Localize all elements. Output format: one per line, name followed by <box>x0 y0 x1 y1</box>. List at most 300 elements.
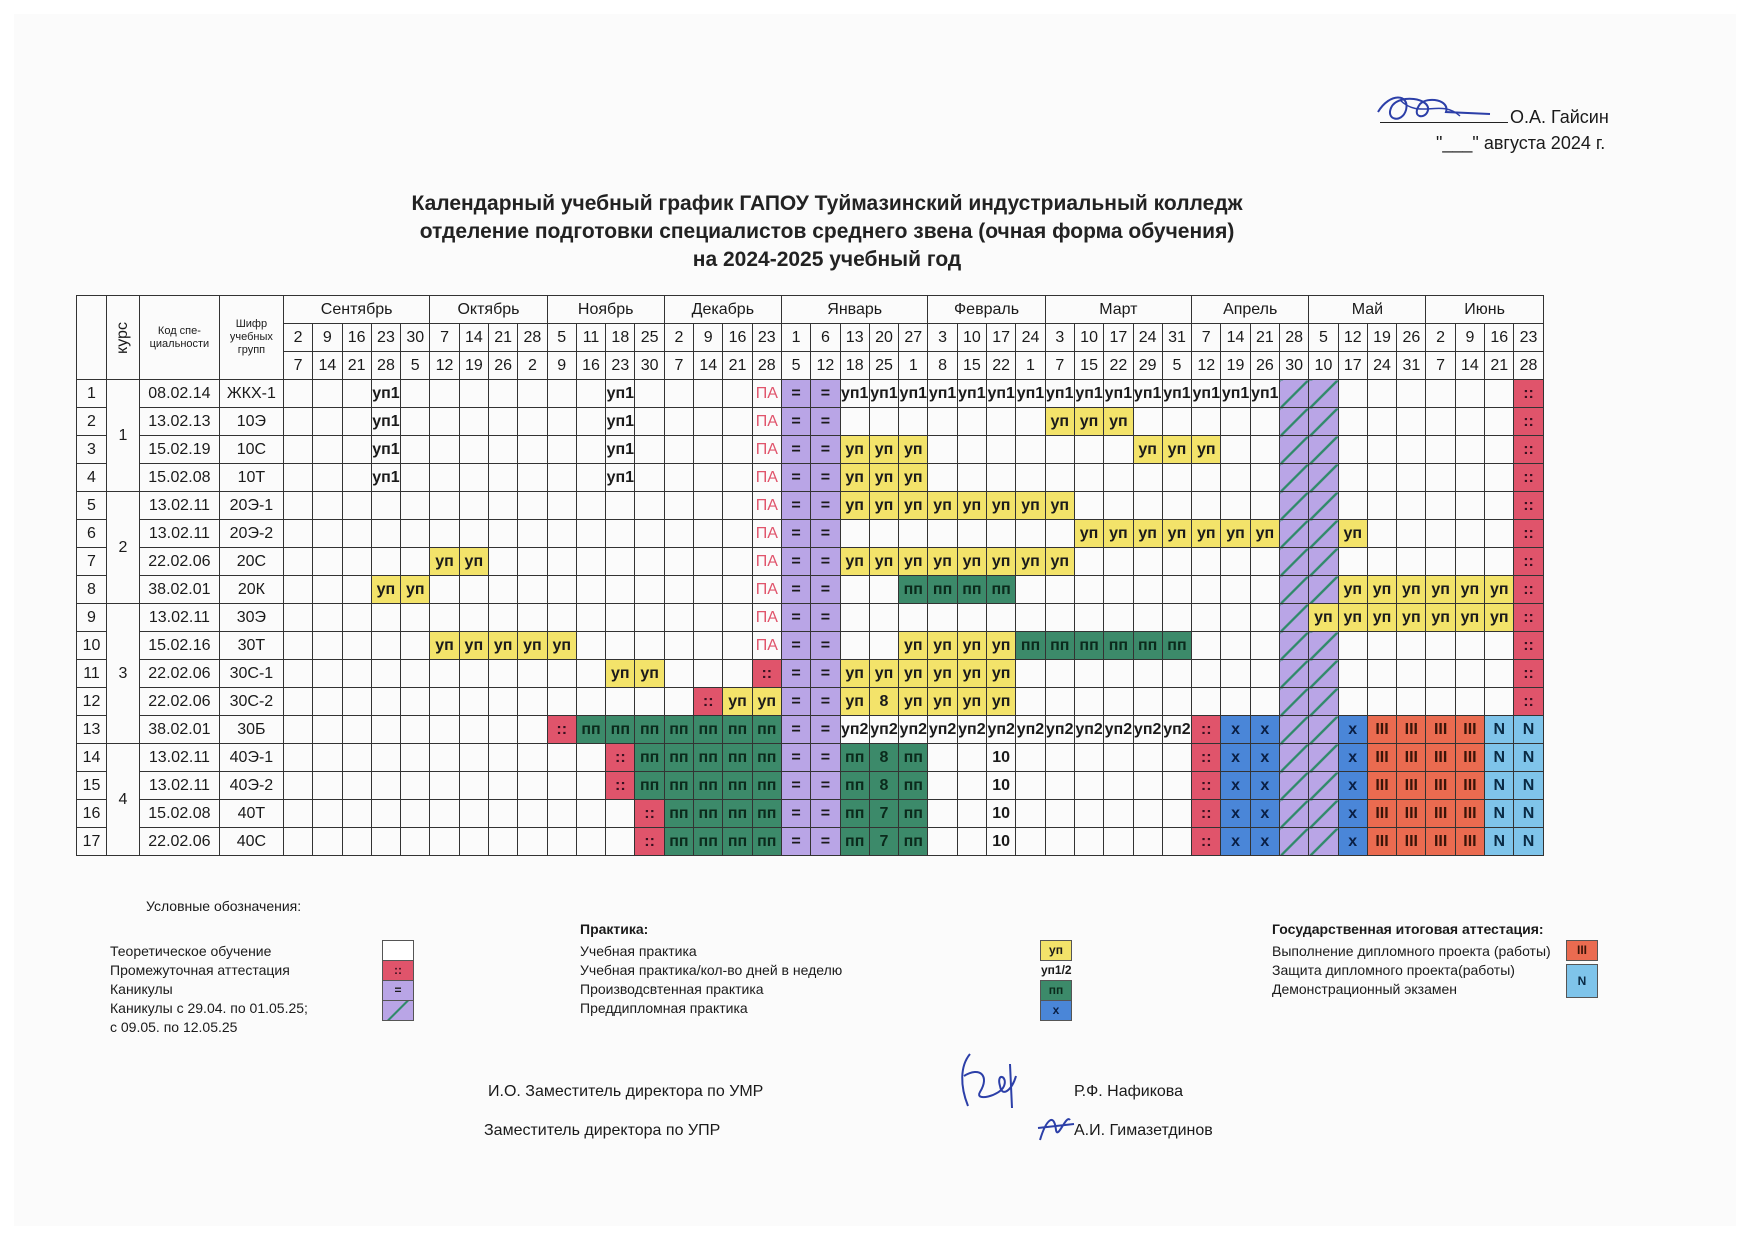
cell-theory <box>1162 464 1191 492</box>
cell-theory <box>371 632 400 660</box>
cell-theory <box>635 520 664 548</box>
approver-name: О.А. Гайсин <box>1510 107 1609 127</box>
week-end-cell: 7 <box>1045 352 1074 380</box>
cell-theory <box>371 660 400 688</box>
cell-interim-attestation: :: <box>1192 772 1221 800</box>
cell-theory <box>987 408 1016 436</box>
cell-theory <box>928 772 957 800</box>
cell-theory <box>430 660 459 688</box>
cell-theory <box>313 688 342 716</box>
cell-theory <box>283 408 312 436</box>
cell-theory <box>1221 436 1250 464</box>
cell-holiday: = <box>811 436 840 464</box>
cell-theory <box>488 800 517 828</box>
cell-theory <box>1045 800 1074 828</box>
cell-prod-practice: пп <box>1016 632 1045 660</box>
week-start-cell: 9 <box>694 324 723 352</box>
cell-theory <box>1133 604 1162 632</box>
cell-theory <box>1221 688 1250 716</box>
cell-theory <box>283 744 312 772</box>
cell-theory <box>1192 492 1221 520</box>
week-start-cell: 25 <box>635 324 664 352</box>
cell-day-count: 10 <box>987 828 1016 856</box>
specialty-code: 15.02.08 <box>139 464 219 492</box>
cell-edu-practice: уп <box>1192 520 1221 548</box>
cell-theory <box>459 520 488 548</box>
week-end-cell: 30 <box>1280 352 1309 380</box>
week-start-cell: 6 <box>811 324 840 352</box>
cell-theory <box>928 800 957 828</box>
cell-theory <box>488 408 517 436</box>
cell-edu-practice-days: уп2 <box>840 716 869 744</box>
specialty-code: 13.02.13 <box>139 408 219 436</box>
cell-edu-practice-days: уп1 <box>1221 380 1250 408</box>
cell-theory <box>1455 492 1484 520</box>
cell-theory <box>1192 576 1221 604</box>
row-number: 9 <box>77 604 107 632</box>
cell-holiday: = <box>811 520 840 548</box>
cell-holiday: = <box>811 744 840 772</box>
cell-theory <box>664 632 693 660</box>
cell-theory <box>401 380 430 408</box>
cell-diploma-defense: N <box>1485 772 1514 800</box>
cell-holiday-extra <box>1280 632 1309 660</box>
cell-theory <box>928 408 957 436</box>
cell-theory <box>1045 520 1074 548</box>
cell-theory <box>518 464 547 492</box>
cell-theory <box>1133 828 1162 856</box>
cell-theory <box>1221 576 1250 604</box>
week-end-cell: 17 <box>1338 352 1367 380</box>
cell-theory <box>606 828 635 856</box>
cell-edu-practice: уп <box>840 492 869 520</box>
cell-holiday-extra <box>1309 436 1338 464</box>
cell-interim-attestation: :: <box>635 800 664 828</box>
cell-theory <box>459 688 488 716</box>
cell-edu-practice-days: уп1 <box>840 380 869 408</box>
cell-theory <box>1221 604 1250 632</box>
cell-edu-practice: уп <box>1309 604 1338 632</box>
cell-theory <box>664 380 693 408</box>
cell-prod-practice: 7 <box>869 800 898 828</box>
cell-theory <box>694 632 723 660</box>
cell-prod-practice: пп <box>723 800 752 828</box>
cell-theory <box>1367 548 1396 576</box>
cell-theory <box>1104 548 1133 576</box>
cell-edu-practice: уп <box>1045 548 1074 576</box>
cell-prediploma: x <box>1250 828 1279 856</box>
cell-theory <box>1367 632 1396 660</box>
legend-diploma-defense-label: Защита дипломного проекта(работы) <box>1272 962 1515 978</box>
cell-theory <box>547 744 576 772</box>
week-end-cell: 12 <box>430 352 459 380</box>
cell-holiday-extra <box>1309 492 1338 520</box>
cell-edu-practice-days: уп2 <box>1133 716 1162 744</box>
week-start-cell: 13 <box>840 324 869 352</box>
cell-holiday: = <box>811 576 840 604</box>
cell-interim-attestation: :: <box>1514 380 1543 408</box>
cell-theory <box>1426 660 1455 688</box>
cell-theory <box>342 380 371 408</box>
cell-theory <box>1338 548 1367 576</box>
cell-theory <box>635 436 664 464</box>
cell-interim-pa: ПА <box>752 464 781 492</box>
cell-prod-practice: пп <box>664 800 693 828</box>
cell-holiday-extra <box>1309 408 1338 436</box>
week-start-cell: 2 <box>1426 324 1455 352</box>
legend-edu-practice-label: Учебная практика <box>580 943 697 959</box>
cell-theory <box>1426 548 1455 576</box>
cell-holiday: = <box>811 772 840 800</box>
cell-theory <box>1485 688 1514 716</box>
cell-diploma-defense: N <box>1514 716 1543 744</box>
header-row-number <box>77 296 107 380</box>
cell-prediploma: x <box>1338 716 1367 744</box>
cell-prediploma: x <box>1338 828 1367 856</box>
cell-theory <box>1250 492 1279 520</box>
cell-theory <box>664 660 693 688</box>
specialty-code: 08.02.14 <box>139 380 219 408</box>
cell-edu-practice: уп <box>840 660 869 688</box>
cell-theory <box>1016 604 1045 632</box>
cell-diploma-defense: N <box>1514 744 1543 772</box>
cell-theory <box>1016 408 1045 436</box>
cell-prod-practice: пп <box>840 744 869 772</box>
group-code: 30Э <box>219 604 283 632</box>
cell-interim-pa: ПА <box>752 380 781 408</box>
cell-edu-practice: уп <box>1133 436 1162 464</box>
cell-edu-practice-days: уп1 <box>371 408 400 436</box>
week-start-cell: 2 <box>283 324 312 352</box>
cell-theory <box>488 744 517 772</box>
cell-theory <box>1016 772 1045 800</box>
cell-theory <box>1397 520 1426 548</box>
table-row <box>77 520 1544 548</box>
cell-theory <box>1162 576 1191 604</box>
week-end-cell: 22 <box>987 352 1016 380</box>
week-end-cell: 7 <box>664 352 693 380</box>
week-end-cell: 9 <box>547 352 576 380</box>
cell-theory <box>547 380 576 408</box>
cell-edu-practice: уп <box>1426 576 1455 604</box>
cell-theory <box>1192 632 1221 660</box>
legend-n-swatch: N <box>1566 964 1598 998</box>
cell-theory <box>401 520 430 548</box>
cell-theory <box>1192 604 1221 632</box>
week-end-cell: 7 <box>1426 352 1455 380</box>
cell-prediploma: x <box>1338 744 1367 772</box>
cell-theory <box>459 576 488 604</box>
cell-theory <box>694 604 723 632</box>
specialty-code: 13.02.11 <box>139 492 219 520</box>
cell-prod-practice: 7 <box>869 828 898 856</box>
cell-prod-practice: пп <box>664 744 693 772</box>
cell-edu-practice-days: уп2 <box>1045 716 1074 744</box>
cell-theory <box>899 520 928 548</box>
cell-prod-practice: пп <box>899 772 928 800</box>
cell-theory <box>1162 408 1191 436</box>
cell-theory <box>547 660 576 688</box>
week-end-cell: 14 <box>694 352 723 380</box>
legend-interim-label: Промежуточная аттестация <box>110 962 290 978</box>
cell-theory <box>342 744 371 772</box>
cell-edu-practice-days: уп1 <box>371 436 400 464</box>
cell-theory <box>1485 408 1514 436</box>
cell-diploma-work: III <box>1426 744 1455 772</box>
cell-edu-practice: уп <box>459 548 488 576</box>
week-start-cell: 30 <box>401 324 430 352</box>
cell-prod-practice: пп <box>723 772 752 800</box>
cell-theory <box>342 492 371 520</box>
cell-edu-practice-days: уп2 <box>957 716 986 744</box>
header-row-months <box>77 296 1544 324</box>
cell-edu-practice: уп <box>869 660 898 688</box>
cell-theory <box>1192 464 1221 492</box>
cell-theory <box>635 632 664 660</box>
cell-theory <box>1367 520 1396 548</box>
cell-interim-attestation: :: <box>1192 800 1221 828</box>
cell-theory <box>283 660 312 688</box>
cell-theory <box>488 576 517 604</box>
cell-theory <box>459 744 488 772</box>
cell-day-count: 10 <box>987 800 1016 828</box>
cell-interim-pa: ПА <box>752 604 781 632</box>
cell-theory <box>459 828 488 856</box>
cell-theory <box>1074 688 1103 716</box>
week-start-cell: 7 <box>430 324 459 352</box>
table-row <box>77 548 1544 576</box>
cell-theory <box>342 436 371 464</box>
week-end-cell: 2 <box>518 352 547 380</box>
cell-prediploma: x <box>1221 744 1250 772</box>
cell-theory <box>518 576 547 604</box>
cell-theory <box>1367 436 1396 464</box>
week-end-cell: 14 <box>1455 352 1484 380</box>
cell-prod-practice: пп <box>694 800 723 828</box>
cell-interim-pa: ПА <box>752 408 781 436</box>
cell-theory <box>635 464 664 492</box>
cell-edu-practice: уп <box>957 492 986 520</box>
cell-theory <box>283 716 312 744</box>
cell-edu-practice: уп <box>928 632 957 660</box>
row-number: 5 <box>77 492 107 520</box>
cell-theory <box>401 772 430 800</box>
cell-theory <box>430 576 459 604</box>
cell-theory <box>957 520 986 548</box>
cell-prod-practice: пп <box>987 576 1016 604</box>
cell-day-count: 10 <box>987 744 1016 772</box>
cell-theory <box>518 688 547 716</box>
cell-edu-practice: уп <box>723 688 752 716</box>
week-end-cell: 28 <box>1514 352 1543 380</box>
cell-theory <box>1221 632 1250 660</box>
cell-diploma-defense: N <box>1514 800 1543 828</box>
cell-theory <box>1016 800 1045 828</box>
week-end-cell: 31 <box>1397 352 1426 380</box>
header-code: Код спе-циальности <box>139 296 219 380</box>
group-code: 40Э-2 <box>219 772 283 800</box>
cell-theory <box>488 548 517 576</box>
cell-holiday-extra <box>1309 716 1338 744</box>
cell-theory <box>576 576 605 604</box>
cell-theory <box>1250 576 1279 604</box>
cell-holiday: = <box>811 660 840 688</box>
legend-demo-exam-label: Демонстрационный экзамен <box>1272 981 1458 997</box>
title-line-2: отделение подготовки специалистов среднего звена (очная форма обучения) <box>419 220 1235 243</box>
cell-diploma-work: III <box>1397 828 1426 856</box>
cell-theory <box>518 744 547 772</box>
legend-theory-swatch <box>382 940 414 961</box>
cell-prediploma: x <box>1338 772 1367 800</box>
cell-prediploma: x <box>1250 772 1279 800</box>
cell-theory <box>371 688 400 716</box>
group-code: 40Т <box>219 800 283 828</box>
cell-holiday-extra <box>1280 772 1309 800</box>
cell-theory <box>459 604 488 632</box>
week-start-cell: 31 <box>1162 324 1191 352</box>
cell-theory <box>869 632 898 660</box>
legend-holidays-extra-2: с 09.05. по 12.05.25 <box>110 1019 238 1035</box>
cell-interim-attestation: :: <box>1514 520 1543 548</box>
cell-edu-practice: уп <box>957 548 986 576</box>
cell-theory <box>518 492 547 520</box>
table-row <box>77 800 1544 828</box>
cell-theory <box>576 688 605 716</box>
cell-theory <box>723 408 752 436</box>
cell-theory <box>1133 772 1162 800</box>
cell-edu-practice-days: уп1 <box>371 380 400 408</box>
week-start-cell: 23 <box>1514 324 1543 352</box>
cell-theory <box>635 380 664 408</box>
cell-theory <box>1250 632 1279 660</box>
header-month: Ноябрь <box>547 296 664 324</box>
week-start-cell: 5 <box>1309 324 1338 352</box>
cell-prod-practice: пп <box>752 828 781 856</box>
legend-interim-swatch: :: <box>382 960 414 981</box>
specialty-code: 15.02.16 <box>139 632 219 660</box>
cell-diploma-work: III <box>1397 772 1426 800</box>
week-end-cell: 10 <box>1309 352 1338 380</box>
cell-theory <box>488 660 517 688</box>
cell-theory <box>1367 492 1396 520</box>
cell-theory <box>1485 464 1514 492</box>
row-number: 14 <box>77 744 107 772</box>
cell-edu-practice: уп <box>928 548 957 576</box>
cell-edu-practice: уп <box>1192 436 1221 464</box>
week-end-cell: 21 <box>342 352 371 380</box>
cell-theory <box>1338 688 1367 716</box>
cell-theory <box>664 520 693 548</box>
cell-theory <box>313 632 342 660</box>
header-group: Шифр учебных групп <box>219 296 283 380</box>
cell-theory <box>1426 408 1455 436</box>
cell-holiday-extra <box>1309 828 1338 856</box>
cell-prediploma: x <box>1221 716 1250 744</box>
cell-theory <box>606 800 635 828</box>
cell-holiday-extra <box>1280 520 1309 548</box>
course-cell: 1 <box>107 380 140 492</box>
cell-theory <box>547 464 576 492</box>
cell-prod-practice: пп <box>635 744 664 772</box>
cell-interim-attestation: :: <box>1514 660 1543 688</box>
week-end-cell: 30 <box>635 352 664 380</box>
cell-theory <box>547 520 576 548</box>
cell-edu-practice-days: уп1 <box>1133 380 1162 408</box>
cell-theory <box>488 520 517 548</box>
week-end-cell: 21 <box>723 352 752 380</box>
cell-prod-practice: пп <box>899 828 928 856</box>
cell-theory <box>401 660 430 688</box>
cell-theory <box>1338 464 1367 492</box>
cell-diploma-work: III <box>1455 800 1484 828</box>
cell-holiday: = <box>781 772 810 800</box>
cell-theory <box>1338 408 1367 436</box>
cell-theory <box>430 604 459 632</box>
cell-holiday-extra <box>1280 548 1309 576</box>
group-code: 30С-1 <box>219 660 283 688</box>
cell-theory <box>488 828 517 856</box>
week-start-cell: 14 <box>459 324 488 352</box>
title-line-3: на 2024-2025 учебный год <box>692 248 962 271</box>
week-end-cell: 15 <box>1074 352 1103 380</box>
cell-interim-attestation: :: <box>1192 828 1221 856</box>
row-number: 16 <box>77 800 107 828</box>
cell-theory <box>1045 660 1074 688</box>
cell-edu-practice: уп <box>1338 604 1367 632</box>
cell-theory <box>840 576 869 604</box>
signatory-role-2: Заместитель директора по УПР <box>484 1122 721 1139</box>
cell-holiday: = <box>811 408 840 436</box>
cell-theory <box>547 772 576 800</box>
cell-diploma-work: III <box>1455 716 1484 744</box>
cell-theory <box>1455 380 1484 408</box>
cell-theory <box>518 828 547 856</box>
cell-theory <box>401 688 430 716</box>
table-row <box>77 744 1544 772</box>
cell-theory <box>576 632 605 660</box>
group-code: 30Т <box>219 632 283 660</box>
cell-theory <box>283 604 312 632</box>
cell-theory <box>1455 632 1484 660</box>
cell-theory <box>635 576 664 604</box>
row-number: 13 <box>77 716 107 744</box>
cell-edu-practice: уп <box>840 548 869 576</box>
cell-interim-attestation: :: <box>1514 548 1543 576</box>
legend-holidays-extra-swatch <box>382 1000 414 1021</box>
cell-theory <box>635 604 664 632</box>
cell-holiday: = <box>781 576 810 604</box>
legend-prediploma-label: Преддипломная практика <box>580 1000 748 1016</box>
cell-theory <box>723 436 752 464</box>
cell-theory <box>1221 660 1250 688</box>
cell-holiday: = <box>781 828 810 856</box>
cell-theory <box>1455 436 1484 464</box>
cell-edu-practice: уп <box>488 632 517 660</box>
cell-edu-practice: уп <box>957 632 986 660</box>
table-row <box>77 716 1544 744</box>
cell-edu-practice-days: уп2 <box>1016 716 1045 744</box>
cell-prod-practice: пп <box>723 744 752 772</box>
week-start-cell: 16 <box>342 324 371 352</box>
week-start-cell: 7 <box>1192 324 1221 352</box>
cell-theory <box>899 604 928 632</box>
cell-prod-practice: пп <box>840 800 869 828</box>
cell-holiday: = <box>811 380 840 408</box>
specialty-code: 13.02.11 <box>139 772 219 800</box>
cell-theory <box>576 604 605 632</box>
cell-theory <box>283 520 312 548</box>
cell-edu-practice: уп <box>1338 520 1367 548</box>
